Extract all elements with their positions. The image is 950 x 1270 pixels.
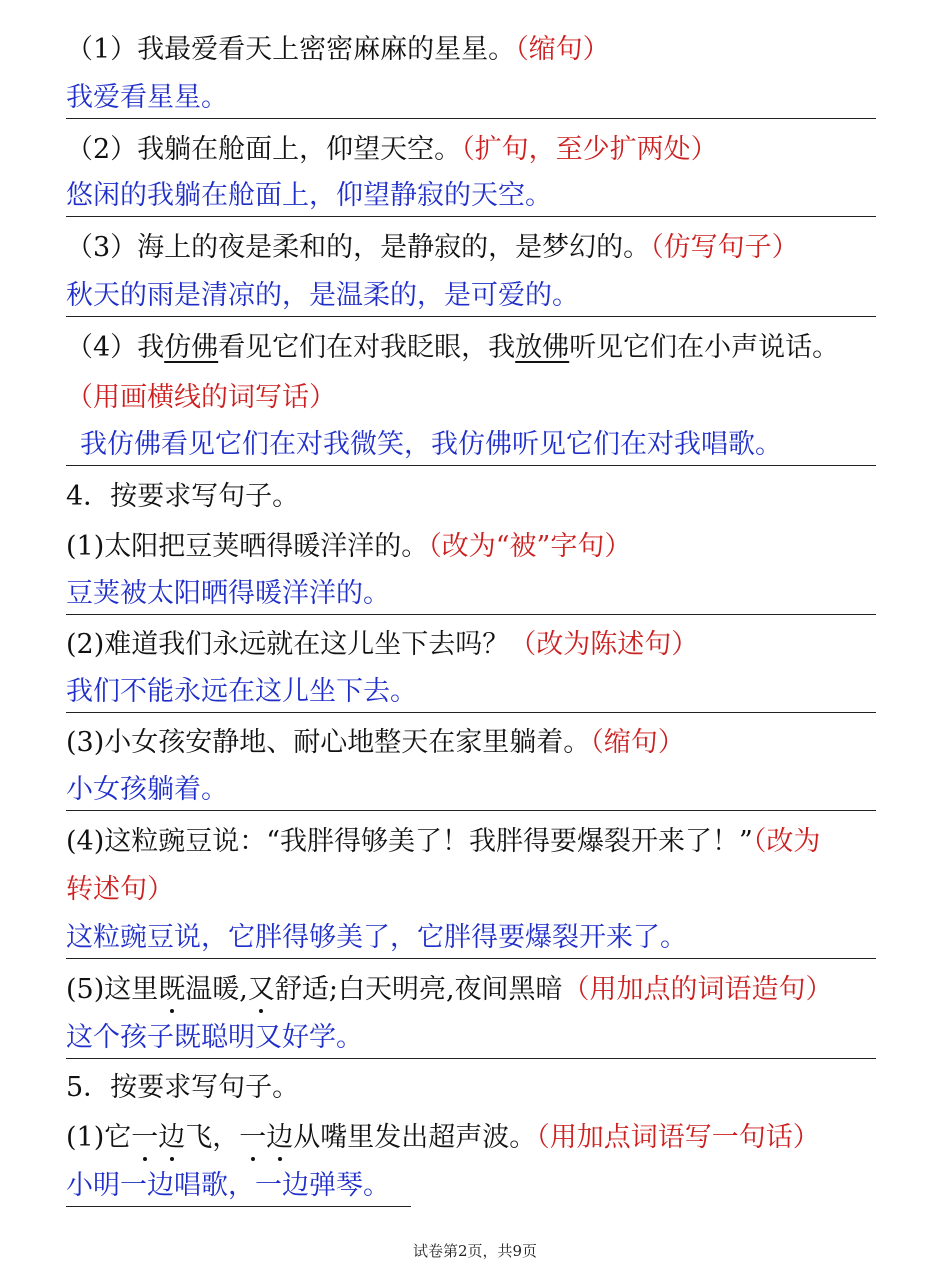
question-requirement: （改为陈述句） [509, 629, 699, 660]
dotted-word: 一 [239, 1122, 267, 1153]
underlined-word: 放佛 [515, 332, 570, 363]
question-requirement: （缩句） [590, 727, 685, 758]
question-requirement: （仿写句子） [650, 232, 799, 263]
question-requirement: （缩句） [515, 34, 610, 65]
question-requirement: （改为“被”字句） [428, 531, 632, 562]
dotted-word: 既 [158, 974, 186, 1005]
answer-4-2: 我们不能永远在这儿坐下去。 [66, 672, 876, 713]
section-4-title: 4．按要求写句子。 [66, 481, 300, 512]
question-text-part: （4）我 [66, 332, 165, 363]
dotted-word: 又 [247, 974, 275, 1005]
page-footer: 试卷第2页，共9页 [412, 1242, 538, 1260]
question-4-4 [66, 822, 820, 862]
question-requirement: （扩句，至少扩两处） [461, 134, 718, 165]
question-text-part: 温暖, [185, 974, 248, 1005]
question-text-part: 舒适;白天明亮,夜间黑暗 [274, 974, 563, 1005]
question-3-4 [66, 328, 839, 368]
answer-4-3: 小女孩躺着。 [66, 770, 876, 811]
answer-3-4: 我仿佛看见它们在对我微笑，我仿佛听见它们在对我唱歌。 [66, 425, 876, 466]
dotted-word: 边 [266, 1122, 294, 1153]
question-requirement: （改为 [752, 826, 821, 857]
dotted-word: 边 [158, 1122, 186, 1153]
question-text-part: 看见它们在对我眨眼，我 [218, 332, 516, 363]
question-text: (4)这粒豌豆说：“我胖得够美了！我胖得要爆裂开来了！” [66, 826, 753, 857]
question-text: （2）我躺在舱面上，仰望天空。 [66, 134, 462, 165]
question-requirement: （用加点词语写一句话） [536, 1122, 820, 1153]
question-text-part: (1)它 [66, 1122, 132, 1153]
question-text: (2)难道我们永远就在这儿坐下去吗？ [66, 629, 510, 660]
question-requirement-cont: 转述句） [66, 874, 174, 905]
question-text-part: 从嘴里发出超声波。 [293, 1122, 537, 1153]
answer-5-1: 小明一边唱歌，一边弹琴。 [66, 1166, 411, 1207]
question-text: (1)太阳把豆荚晒得暖洋洋的。 [66, 531, 429, 562]
answer-4-4: 这粒豌豆说，它胖得够美了，它胖得要爆裂开来了。 [66, 918, 876, 959]
question-3-2 [66, 130, 718, 170]
question-4-3 [66, 723, 685, 763]
dotted-word: 一 [131, 1122, 159, 1153]
answer-4-5: 这个孩子既聪明又好学。 [66, 1018, 876, 1059]
answer-3-1: 我爱看星星。 [66, 78, 876, 119]
question-requirement: （用画横线的词写话） [66, 382, 336, 413]
answer-4-1: 豆荚被太阳晒得暖洋洋的。 [66, 574, 876, 615]
question-requirement: （用加点的词语造句） [562, 974, 833, 1005]
question-4-2 [66, 625, 698, 665]
question-3-3 [66, 228, 799, 268]
answer-3-2: 悠闲的我躺在舱面上，仰望静寂的天空。 [66, 176, 876, 217]
question-text: （3）海上的夜是柔和的，是静寂的，是梦幻的。 [66, 232, 651, 263]
question-4-1 [66, 527, 631, 567]
answer-3-3: 秋天的雨是清凉的，是温柔的，是可爱的。 [66, 276, 876, 317]
question-text-part: 飞， [185, 1122, 240, 1153]
underlined-word: 仿佛 [164, 332, 219, 363]
section-5-title: 5．按要求写句子。 [66, 1072, 300, 1103]
question-text: (3)小女孩安静地、耐心地整天在家里躺着。 [66, 727, 591, 758]
question-4-5 [66, 970, 833, 1010]
question-text: （1）我最爱看天上密密麻麻的星星。 [66, 34, 516, 65]
question-3-1 [66, 30, 610, 70]
question-text-part: (5)这里 [66, 974, 159, 1005]
question-5-1 [66, 1118, 820, 1158]
question-text-part: 听见它们在小声说话。 [569, 332, 840, 363]
